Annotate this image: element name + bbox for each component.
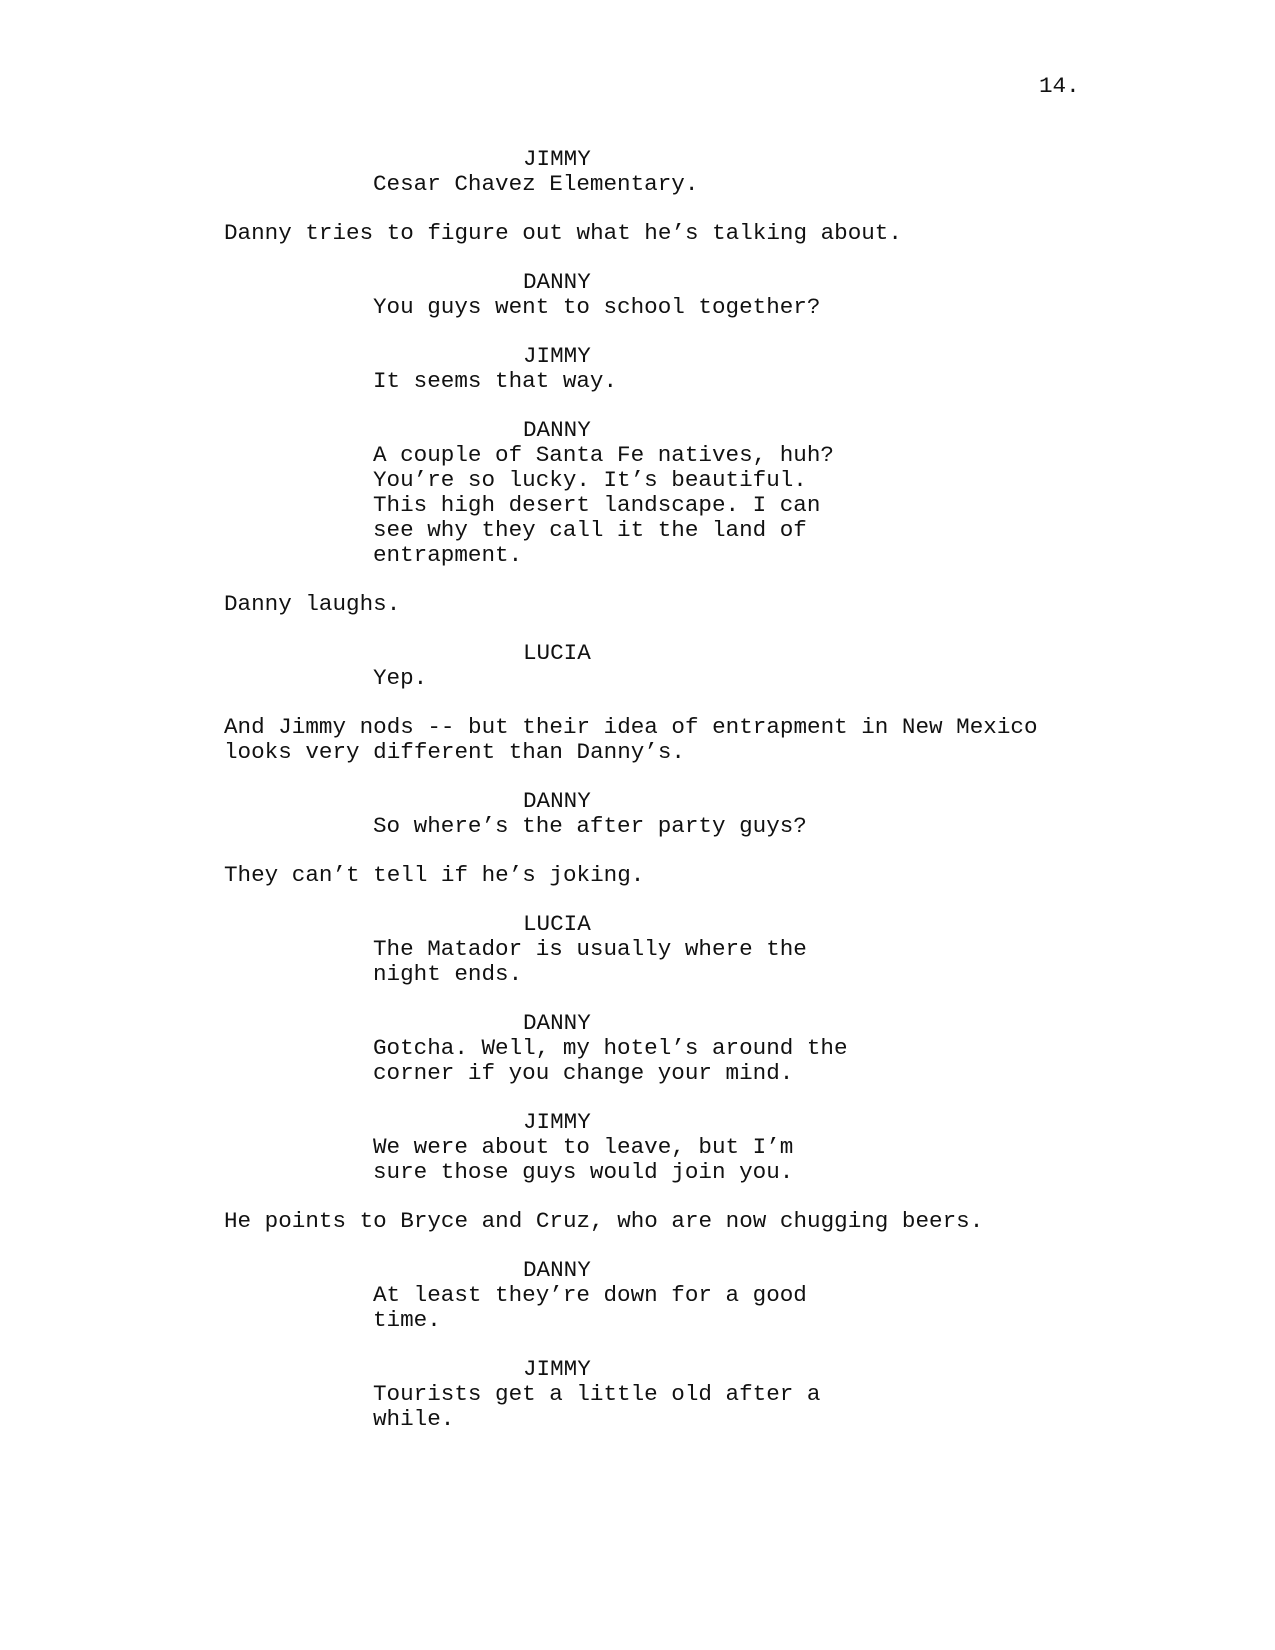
dialogue-line: corner if you change your mind. (373, 1060, 794, 1086)
dialogue-line: entrapment. (373, 542, 523, 568)
dialogue-line: This high desert landscape. I can (373, 492, 821, 518)
character-name: DANNY (523, 1010, 591, 1036)
action-line: looks very different than Danny’s. (224, 739, 685, 765)
action-line: And Jimmy nods -- but their idea of entrapment in New Mexico (224, 714, 1038, 740)
character-name: LUCIA (523, 640, 591, 666)
dialogue-line: So where’s the after party guys? (373, 813, 807, 839)
character-name: JIMMY (523, 1109, 591, 1135)
dialogue-line: Yep. (373, 665, 428, 691)
dialogue-line: Gotcha. Well, my hotel’s around the (373, 1035, 848, 1061)
dialogue-line: Cesar Chavez Elementary. (373, 171, 699, 197)
dialogue-line: You’re so lucky. It’s beautiful. (373, 467, 807, 493)
dialogue-line: while. (373, 1406, 455, 1432)
dialogue-line: We were about to leave, but I’m (373, 1134, 794, 1160)
dialogue-line: see why they call it the land of (373, 517, 807, 543)
dialogue-line: You guys went to school together? (373, 294, 821, 320)
character-name: JIMMY (523, 146, 591, 172)
dialogue-line: Tourists get a little old after a (373, 1381, 821, 1407)
character-name: DANNY (523, 417, 591, 443)
page-number: 14. (1039, 73, 1080, 99)
action-line: Danny laughs. (224, 591, 401, 617)
character-name: DANNY (523, 1257, 591, 1283)
dialogue-line: sure those guys would join you. (373, 1159, 794, 1185)
dialogue-line: It seems that way. (373, 368, 618, 394)
dialogue-line: The Matador is usually where the (373, 936, 807, 962)
dialogue-line: A couple of Santa Fe natives, huh? (373, 442, 834, 468)
dialogue-line: At least they’re down for a good (373, 1282, 807, 1308)
dialogue-line: time. (373, 1307, 441, 1333)
character-name: DANNY (523, 269, 591, 295)
character-name: LUCIA (523, 911, 591, 937)
action-line: Danny tries to figure out what he’s talking about. (224, 220, 902, 246)
dialogue-line: night ends. (373, 961, 523, 987)
action-line: He points to Bryce and Cruz, who are now chugging beers. (224, 1208, 984, 1234)
character-name: DANNY (523, 788, 591, 814)
character-name: JIMMY (523, 343, 591, 369)
character-name: JIMMY (523, 1356, 591, 1382)
action-line: They can’t tell if he’s joking. (224, 862, 645, 888)
